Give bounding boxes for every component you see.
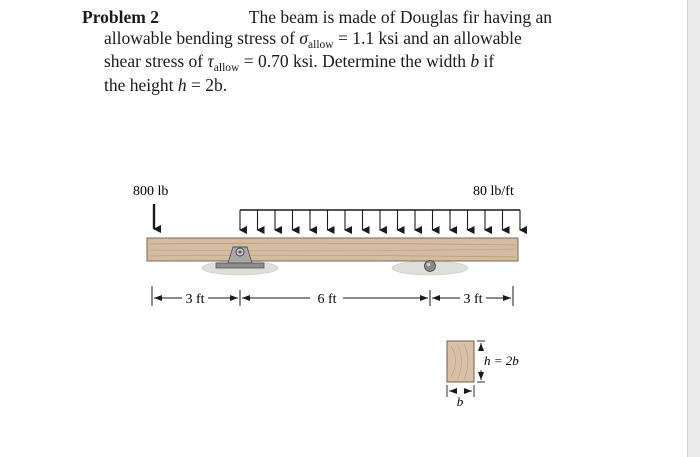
problem-label: Problem 2 [82, 7, 159, 27]
problem-line-1: Problem 2 The beam is made of Douglas fir having an [82, 7, 552, 27]
point-load-label: 800 lb [133, 184, 169, 199]
cross-section [447, 341, 485, 397]
dimension-label-3ft-left: 3 ft [185, 292, 205, 307]
problem-line-3: shear stress of $\tau_{allow} = 0.70$ ksi. Determine the width b if [104, 51, 495, 74]
dimension-label-3ft-right: 3 ft [463, 292, 483, 307]
distributed-load [240, 210, 520, 230]
beam [147, 238, 518, 261]
problem-line-4: the height h = 2b. [104, 74, 228, 95]
section-height-label: h = 2b [484, 353, 519, 368]
problem-line-2: allowable bending stress of $\sigma_{allow} = 1.1$ ksi and an allowable [104, 27, 522, 51]
distributed-load-label: 80 lb/ft [473, 184, 514, 199]
section-width-label: b [456, 394, 464, 409]
roller-support [425, 261, 436, 272]
dimension-label-6ft: 6 ft [317, 292, 337, 307]
